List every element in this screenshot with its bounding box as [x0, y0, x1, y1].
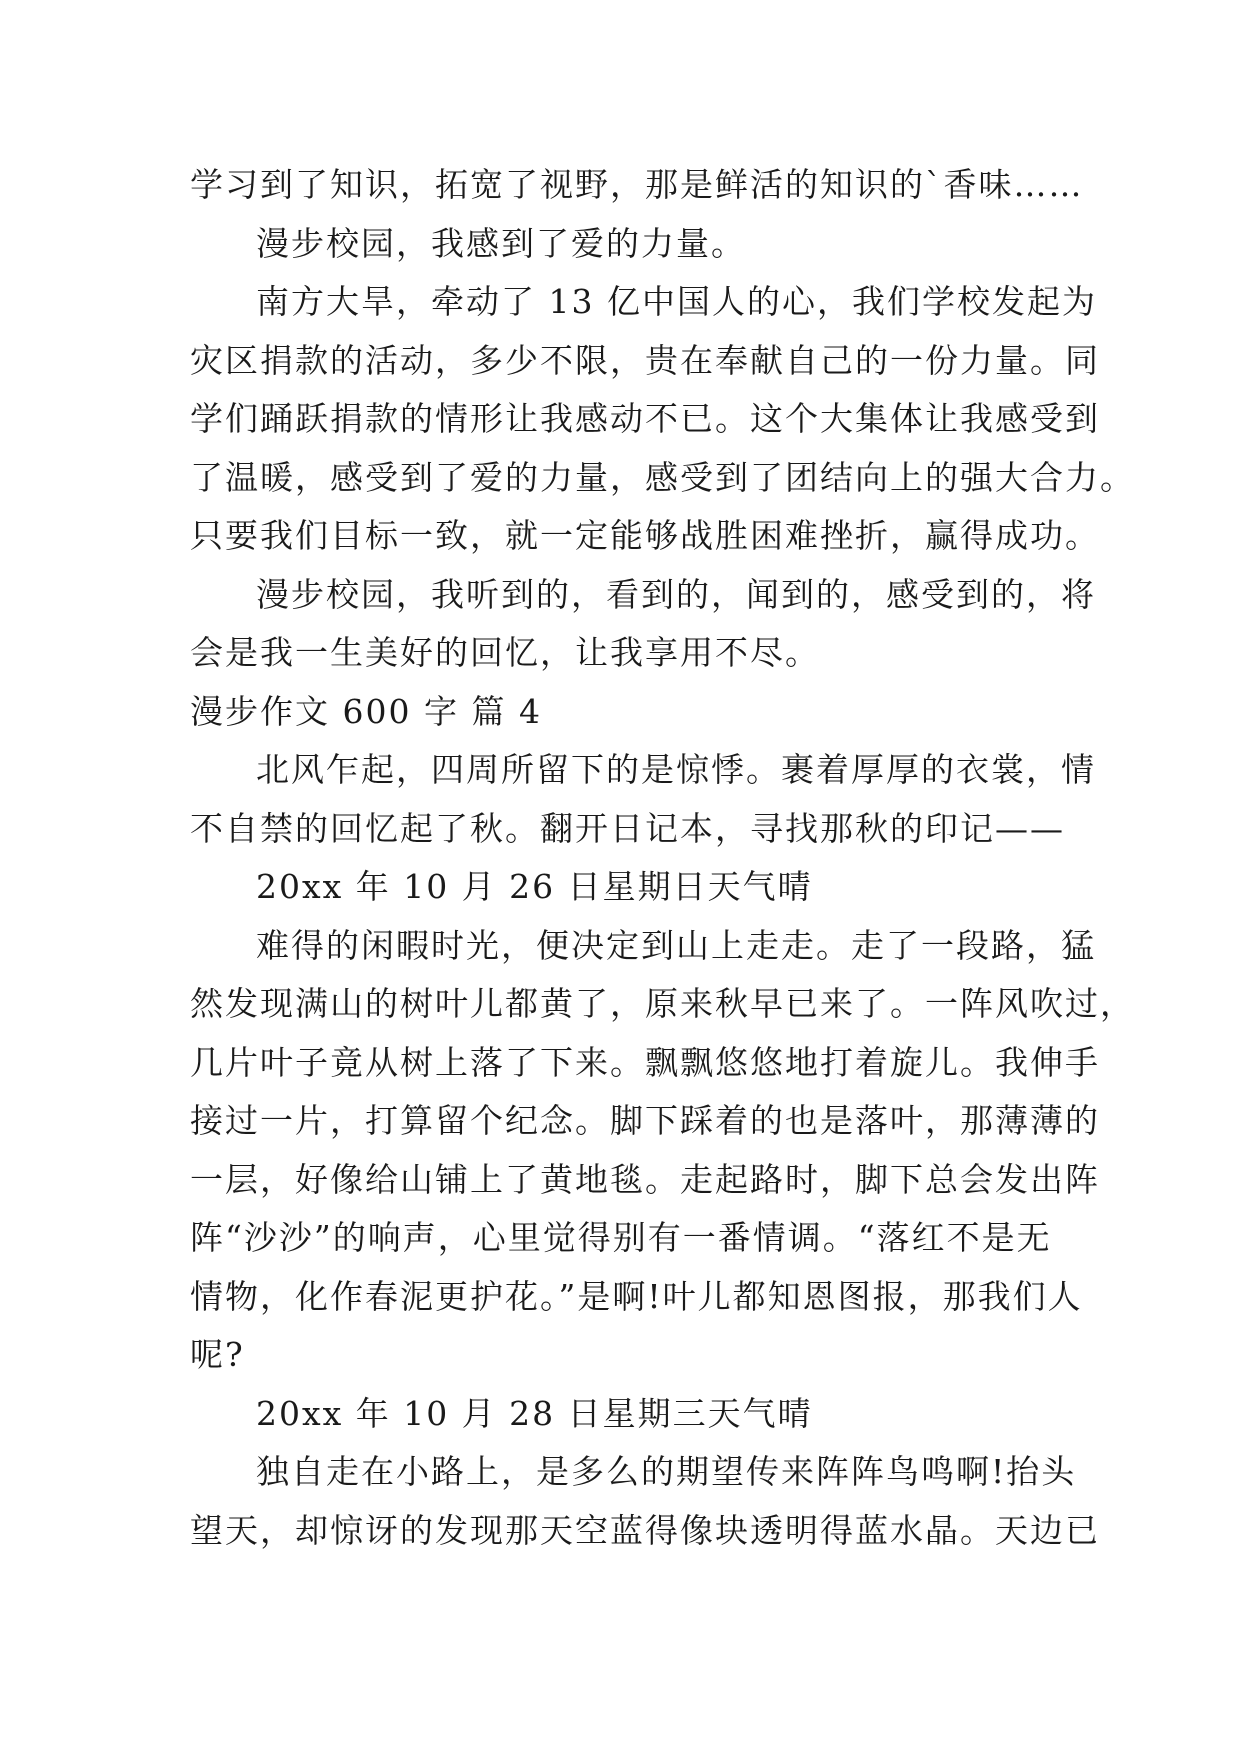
text-line: 会是我一生美好的回忆，让我享用不尽。 [190, 633, 820, 672]
text-line: 20xx 年 10 月 26 日星期日天气晴 [256, 867, 813, 906]
text-line: 望天，却惊讶的发现那天空蓝得像块透明得蓝水晶。天边已 [190, 1510, 1100, 1550]
text-line: 难得的闲暇时光，便决定到山上走走。走了一段路，猛 [256, 925, 1096, 965]
text-line: 学习到了知识，拓宽了视野，那是鲜活的知识的`香味…… [190, 165, 1084, 204]
text-line: 不自禁的回忆起了秋。翻开日记本，寻找那秋的印记—— [190, 808, 1065, 848]
text-line: 了温暖，感受到了爱的力量，感受到了团结向上的强大合力。 [190, 457, 1135, 497]
text-line: 几片叶子竟从树上落了下来。飘飘悠悠地打着旋儿。我伸手 [190, 1042, 1100, 1082]
text-line: 漫步校园，我感到了爱的力量。 [256, 223, 746, 263]
text-line: 北风乍起，四周所留下的是惊悸。裹着厚厚的衣裳，情 [256, 750, 1096, 789]
text-line: 呢? [190, 1335, 245, 1374]
text-line: 漫步校园，我听到的，看到的，闻到的，感受到的，将 [256, 574, 1096, 614]
text-line: 接过一片，打算留个纪念。脚下踩着的也是落叶，那薄薄的 [190, 1101, 1100, 1140]
text-line: 一层，好像给山铺上了黄地毯。走起路时，脚下总会发出阵 [190, 1159, 1100, 1199]
text-line: 灾区捐款的活动，多少不限，贵在奉献自己的一份力量。同 [190, 340, 1100, 380]
document-body [190, 156, 1135, 1560]
text-line: 情物，化作春泥更护花。”是啊!叶儿都知恩图报，那我们人 [190, 1276, 1083, 1316]
text-line: 然发现满山的树叶儿都黄了，原来秋早已来了。一阵风吹过， [190, 984, 1135, 1023]
text-line: 20xx 年 10 月 28 日星期三天气晴 [256, 1393, 813, 1433]
text-line: 学们踊跃捐款的情形让我感动不已。这个大集体让我感受到 [190, 399, 1100, 438]
text-line: 独自走在小路上，是多么的期望传来阵阵鸟鸣啊!抬头 [256, 1452, 1077, 1491]
text-line: 只要我们目标一致，就一定能够战胜困难挫折，赢得成功。 [190, 516, 1100, 555]
text-line: 阵“沙沙”的响声，心里觉得别有一番情调。“落红不是无 [190, 1218, 1052, 1257]
text-line: 南方大旱，牵动了 13 亿中国人的心，我们学校发起为 [256, 282, 1097, 321]
text-line: 漫步作文 600 字 篇 4 [190, 691, 542, 731]
